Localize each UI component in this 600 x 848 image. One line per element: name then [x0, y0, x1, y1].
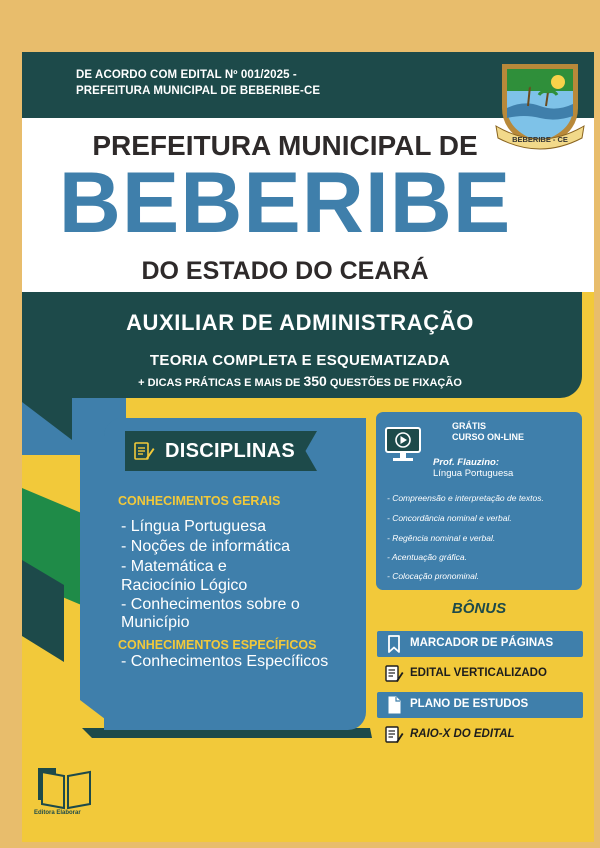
edital-line-1: DE ACORDO COM EDITAL Nº 001/2025 -	[76, 69, 297, 81]
course-free-label: GRÁTIS	[452, 421, 487, 431]
professor-name-text: Prof. Flauzino	[433, 457, 496, 468]
subject-item: - Conhecimentos sobre o	[121, 596, 300, 613]
title-state: DO ESTADO DO CEARÁ	[141, 257, 429, 285]
checklist-pencil-icon	[384, 725, 404, 745]
especificos-heading: CONHECIMENTOS ESPECÍFICOS	[118, 638, 317, 652]
title-city: BEBERIBE	[58, 155, 512, 251]
bonus-title: BÔNUS	[451, 600, 507, 617]
role-extra-prefix: + DICAS PRÁTICAS E MAIS DE	[138, 377, 301, 389]
course-online-label: CURSO ON-LINE	[452, 432, 524, 442]
document-icon	[384, 695, 404, 715]
professor-name: Prof. Flauzino:	[433, 457, 499, 468]
notepad-pencil-icon	[133, 440, 155, 462]
publisher-name: Editora Elaborar	[34, 810, 81, 816]
role-extra	[0, 373, 600, 389]
bonus-label-plano: PLANO DE ESTUDOS	[410, 698, 529, 710]
edital-line-2: PREFEITURA MUNICIPAL DE BEBERIBE-CE	[76, 85, 321, 97]
role-extra-suffix: QUESTÕES DE FIXAÇÃO	[329, 377, 462, 389]
title-prefeitura: PREFEITURA MUNICIPAL DE	[92, 130, 478, 161]
subject-item: - Conhecimentos Específicos	[121, 653, 329, 670]
subject-item: Raciocínio Lógico	[121, 577, 248, 594]
checklist-pencil-icon	[384, 664, 404, 684]
course-topic: - Regência nominal e verbal.	[387, 533, 496, 543]
gerais-heading: CONHECIMENTOS GERAIS	[118, 494, 281, 508]
course-topic: - Colocação pronominal.	[387, 571, 480, 581]
course-topic: - Compreensão e interpretação de textos.	[387, 493, 544, 503]
subject-item: - Matemática e	[121, 558, 227, 575]
bonus-label-raiox: RAIO-X DO EDITAL	[410, 728, 515, 740]
role-subtitle: TEORIA COMPLETA E ESQUEMATIZADA	[149, 352, 451, 369]
role-extra-number: 350	[303, 373, 327, 389]
subject-item: - Língua Portuguesa	[121, 518, 266, 535]
professor-subject: Língua Portuguesa	[433, 468, 514, 479]
crest-label: BEBERIBE - CE	[512, 135, 568, 144]
bookmark-icon	[384, 634, 404, 654]
subject-item: Município	[121, 614, 190, 631]
role-title: AUXILIAR DE ADMINISTRAÇÃO	[126, 310, 474, 335]
bonus-label-marcador: MARCADOR DE PÁGINAS	[410, 637, 554, 649]
disciplinas-title: DISCIPLINAS	[165, 440, 295, 462]
course-topic: - Acentuação gráfica.	[387, 552, 468, 562]
monitor-play-icon	[384, 426, 422, 466]
course-topic: - Concordância nominal e verbal.	[387, 513, 512, 523]
subject-item: - Noções de informática	[121, 538, 290, 555]
municipal-crest-icon	[494, 56, 586, 154]
bonus-label-edital: EDITAL VERTICALIZADO	[410, 667, 547, 679]
